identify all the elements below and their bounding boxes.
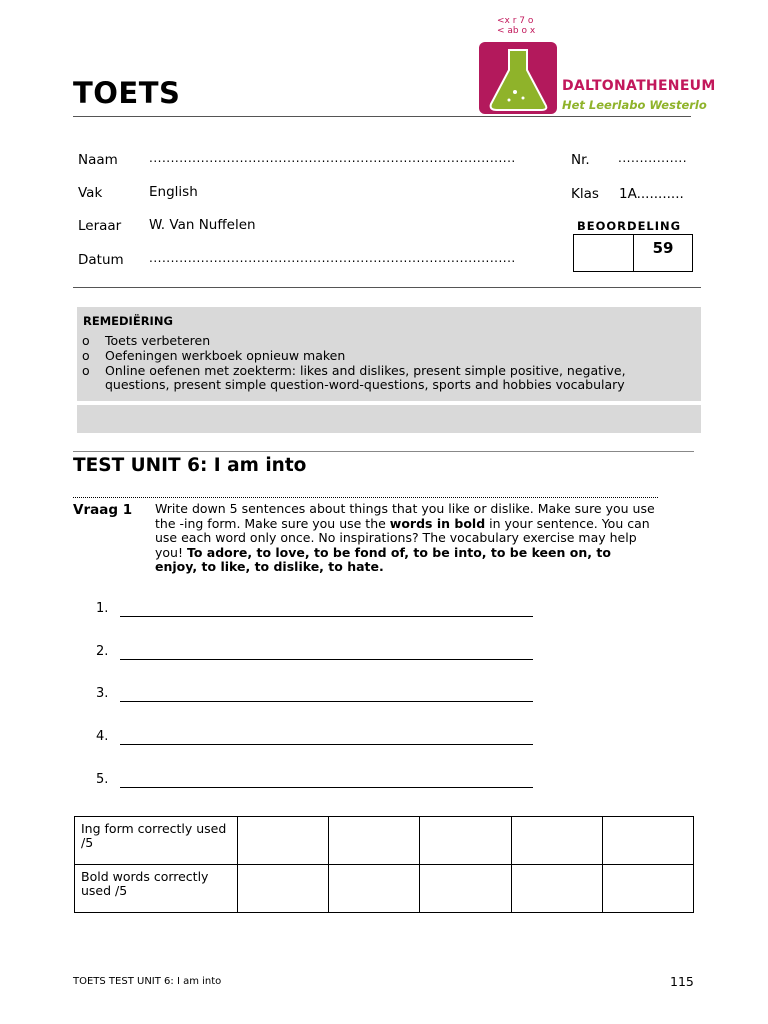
leraar-value: W. Van Nuffelen: [149, 217, 256, 233]
score-cell[interactable]: [602, 865, 693, 913]
page-title: TOETS: [73, 76, 181, 110]
score-cell[interactable]: [420, 865, 511, 913]
answer-line[interactable]: 2.: [96, 644, 108, 659]
row-label: Ing form correctly used /5: [75, 817, 238, 865]
bullet: o: [82, 347, 90, 363]
flask-icon: [479, 42, 557, 114]
school-subtitle: Het Leerlabo Westerlo: [562, 98, 707, 112]
grade-value: 59: [652, 239, 674, 257]
dotted-divider: [73, 497, 658, 498]
bullet: o: [82, 333, 90, 348]
leraar-label: Leraar: [78, 218, 122, 234]
answer-line[interactable]: 5.: [96, 772, 108, 787]
datum-field[interactable]: .....................................................................................: [149, 251, 516, 265]
score-cell[interactable]: [511, 817, 602, 865]
datum-label: Datum: [78, 252, 124, 268]
remediation-item: o Oefeningen werkboek opnieuw maken: [82, 347, 346, 363]
remediation-notes-box: [77, 405, 701, 433]
grade-box: [573, 234, 693, 272]
question-text: Write down 5 sentences about things that you like or dislike. Make sure you use the -ing form. Make sure you use the words in bold in your sentence. You can use each word only once. No inspirations? The vocabulary exercise may help you! To adore, to love, to be fond of, to be into, to be keen on, to enjoy, to like, to dislike, to hate.: [155, 501, 655, 574]
unit-title: TEST UNIT 6: I am into: [73, 455, 307, 476]
score-cell[interactable]: [238, 865, 329, 913]
row-label: Bold words correctly used /5: [75, 865, 238, 913]
footer-text: TOETS TEST UNIT 6: I am into: [73, 976, 222, 987]
score-cell[interactable]: [329, 865, 420, 913]
klas-label: Klas: [571, 186, 599, 202]
answer-line[interactable]: 3.: [96, 686, 108, 701]
answer-line[interactable]: 4.: [96, 729, 108, 744]
school-logo-badge: [479, 42, 557, 114]
score-cell[interactable]: [602, 817, 693, 865]
score-table: [74, 816, 694, 913]
naam-field[interactable]: .....................................................................................: [149, 151, 516, 165]
header-divider: [73, 116, 691, 117]
score-cell[interactable]: [420, 817, 511, 865]
unit-divider: [73, 451, 694, 452]
fields-divider: [73, 287, 701, 288]
nr-label: Nr.: [571, 152, 590, 168]
vak-value: English: [149, 184, 198, 200]
remediation-item: o Online oefenen met zoekterm: likes and dislikes, present simple positive, negative, questions, present simple question-word-questions, sports and hobbies vocabulary: [82, 362, 626, 393]
answer-line[interactable]: 1.: [96, 601, 108, 616]
score-cell[interactable]: [238, 817, 329, 865]
nr-field[interactable]: ................: [618, 151, 688, 165]
table-row: [75, 817, 694, 865]
naam-label: Naam: [78, 152, 118, 168]
school-name: DALTONATHENEUM: [562, 78, 716, 94]
bullet: o: [82, 362, 90, 378]
klas-field[interactable]: 1A...........: [619, 186, 684, 202]
grade-label: BEOORDELING: [577, 219, 682, 233]
score-cell[interactable]: [511, 865, 602, 913]
score-cell[interactable]: [329, 817, 420, 865]
remediation-list: [82, 334, 675, 393]
page-number: 115: [670, 974, 694, 989]
remediation-title: REMEDIËRING: [83, 314, 173, 328]
vak-label: Vak: [78, 185, 103, 201]
table-row: [75, 865, 694, 913]
logo-formula: <x r 7 o < ab o x: [497, 16, 536, 36]
remediation-item: o Toets verbeteren: [82, 333, 211, 348]
question-label: Vraag 1: [73, 502, 133, 518]
remediation-box: [77, 307, 701, 401]
